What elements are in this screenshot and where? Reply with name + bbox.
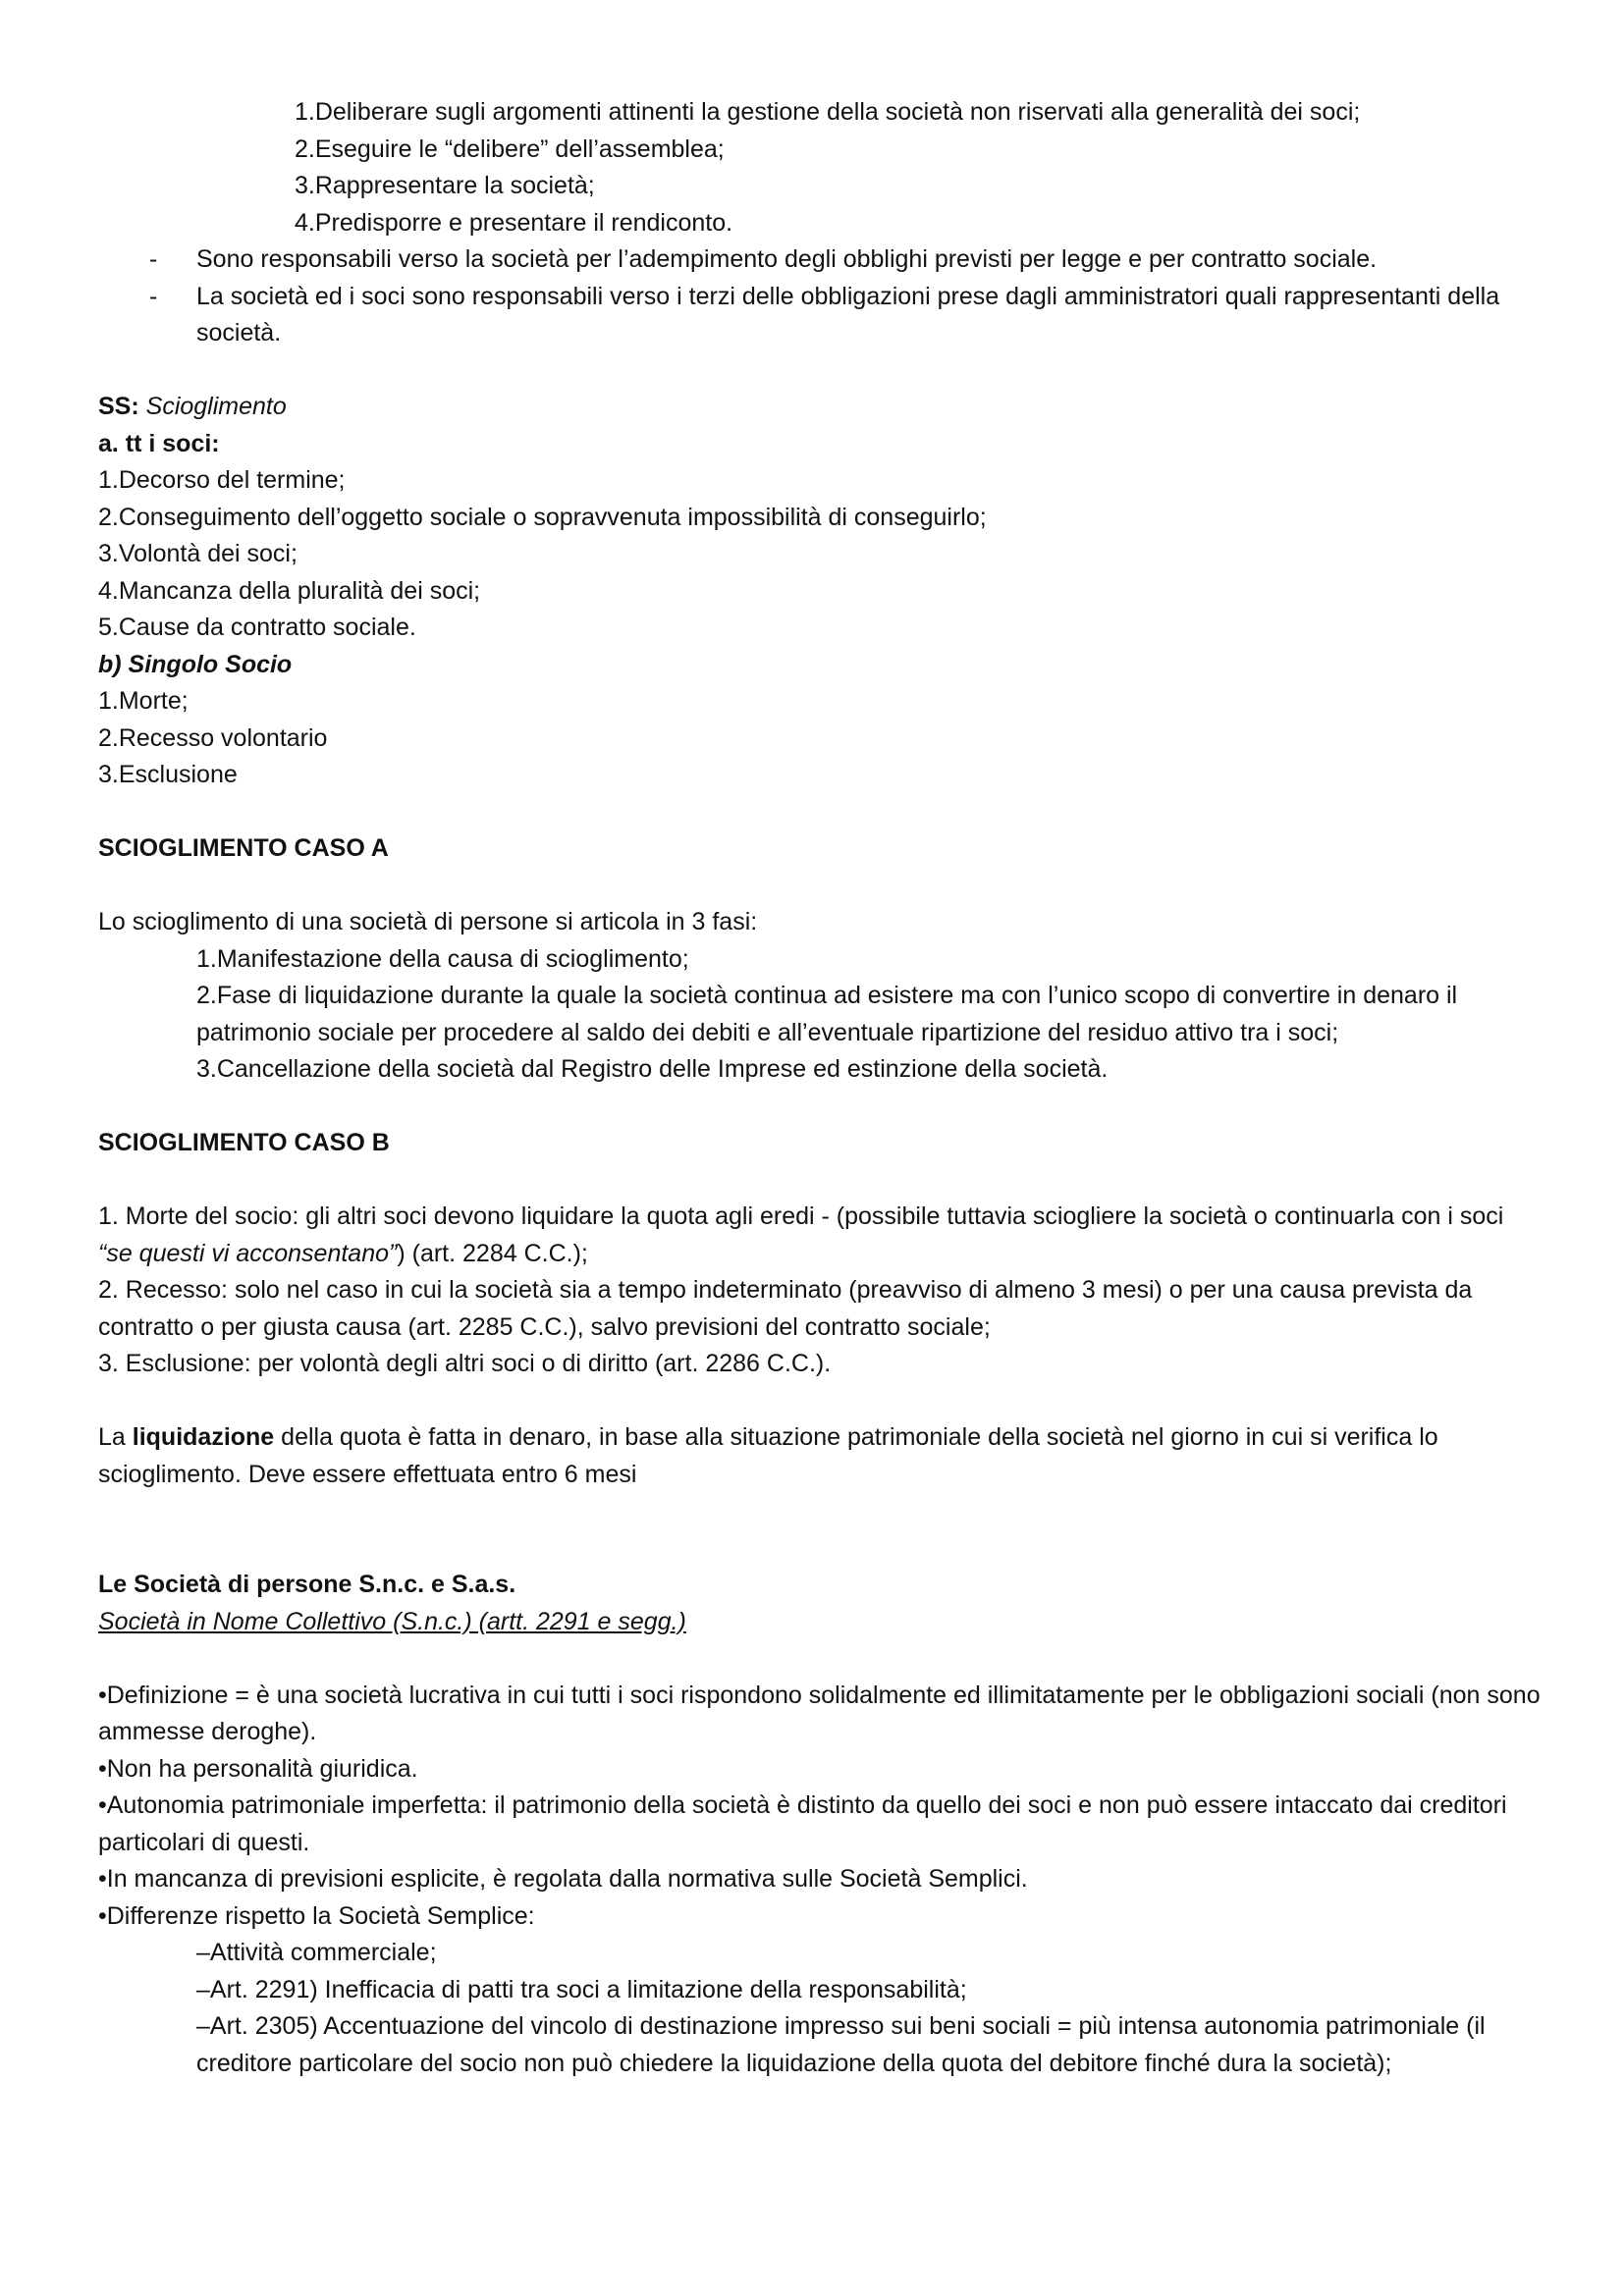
text-run: ) (art. 2284 C.C.); [397,1239,588,1267]
group-a-title: a. tt i soci: [98,429,220,457]
difference-item: –Attività commerciale; [196,1939,437,1966]
dash-bullet [98,279,1551,352]
section-heading: Le Società di persone S.n.c. e S.a.s. [98,1571,516,1598]
duty-item: 1.Deliberare sugli argomenti attinenti la gestione della società non riservati alla generalità dei soci; [295,98,1361,126]
dash-bullet [98,241,1551,279]
quote-run: “se questi vi acconsentano” [98,1239,398,1267]
section-subheading: Società in Nome Collettivo (S.n.c.) (artt. 2291 e segg.) [98,1607,686,1635]
ss-label: SS: [98,393,139,420]
snc-point: •Differenze rispetto la Società Semplice: [98,1901,535,1930]
bullet-mark: - [149,282,158,310]
bold-run: liquidazione [132,1423,275,1451]
snc-point: •Autonomia patrimoniale imperfetta: il patrimonio della società è distinto da quello dei soci e non può essere intaccato dai creditori particolari di questi. [98,1791,1507,1856]
difference-item: –Art. 2305) Accentuazione del vincolo di destinazione impresso sui beni sociali = più intensa autonomia patrimoniale (il creditore particolare del socio non può chiedere la liquidazione della quota del debitore finché dura la società); [196,2012,1486,2077]
bullet-text: Sono responsabili verso la società per l’adempimento degli obblighi previsti per legge e per contratto sociale. [196,245,1378,273]
paragraph: 3. Esclusione: per volontà degli altri soci o di diritto (art. 2286 C.C.). [98,1350,832,1377]
step-item: 1.Manifestazione della causa di scioglimento; [196,944,689,973]
list-item: 1.Morte; [98,687,189,715]
text-run: La [98,1423,133,1451]
step-item: 2.Fase di liquidazione durante la quale la società continua ad esistere ma con l’unico scopo di convertire in denaro il patrimonio sociale per procedere al saldo dei debiti e all’eventuale ripartizione del residuo attivo tra i soci; [196,982,1458,1046]
list-item: 3.Esclusione [98,761,238,788]
difference-item: –Art. 2291) Inefficacia di patti tra soci a limitazione della responsabilità; [196,1975,967,2003]
step-item: 3.Cancellazione della società dal Registro delle Imprese ed estinzione della società. [196,1055,1109,1083]
text-run: della quota è fatta in denaro, in base alla situazione patrimoniale della società nel giorno in cui si verifica lo scioglimento. Deve essere effettuata entro 6 mesi [98,1423,1438,1488]
duty-item: 2.Eseguire le “delibere” dell’assemblea; [295,134,725,163]
list-item: 3.Volontà dei soci; [98,540,298,567]
list-item: 5.Cause da contratto sociale. [98,614,416,641]
list-item: 4.Mancanza della pluralità dei soci; [98,576,481,605]
text-run: 1. Morte del socio: gli altri soci devono liquidare la quota agli eredi - (possibile tuttavia sciogliere la società o continuarla con i soci [98,1202,1504,1230]
paragraph [98,1199,1551,1272]
bullet-mark: - [149,245,158,273]
list-item: 2.Recesso volontario [98,723,328,752]
document-page [98,94,1551,2082]
paragraph: 2. Recesso: solo nel caso in cui la società sia a tempo indeterminato (preavviso di almeno 3 mesi) o per una causa prevista da contratto o per giusta causa (art. 2285 C.C.), salvo previsioni del contratto sociale; [98,1276,1473,1341]
snc-point: •Non ha personalità giuridica. [98,1754,418,1783]
bullet-text: La società ed i soci sono responsabili verso i terzi delle obbligazioni prese dagli amministratori quali rappresentanti della società. [196,282,1500,347]
ss-title [98,389,1551,426]
ss-title-text: Scioglimento [145,393,287,420]
section-heading: SCIOGLIMENTO CASO A [98,834,389,862]
list-item: 2.Conseguimento dell’oggetto sociale o sopravvenuta impossibilità di conseguirlo; [98,503,987,531]
duty-item: 3.Rappresentare la società; [295,172,595,199]
duty-item: 4.Predisporre e presentare il rendiconto. [295,208,733,237]
list-item: 1.Decorso del termine; [98,466,346,494]
paragraph [98,1419,1551,1493]
snc-point: •Definizione = è una società lucrativa in cui tutti i soci rispondono solidalmente ed illimitatamente per le obbligazioni sociali (non sono ammesse deroghe). [98,1681,1541,1745]
snc-point: •In mancanza di previsioni esplicite, è regolata dalla normativa sulle Società Semplici. [98,1865,1028,1893]
section-heading: SCIOGLIMENTO CASO B [98,1129,390,1156]
group-b-title: b) Singolo Socio [98,650,293,678]
paragraph: Lo scioglimento di una società di persone si articola in 3 fasi: [98,908,758,935]
